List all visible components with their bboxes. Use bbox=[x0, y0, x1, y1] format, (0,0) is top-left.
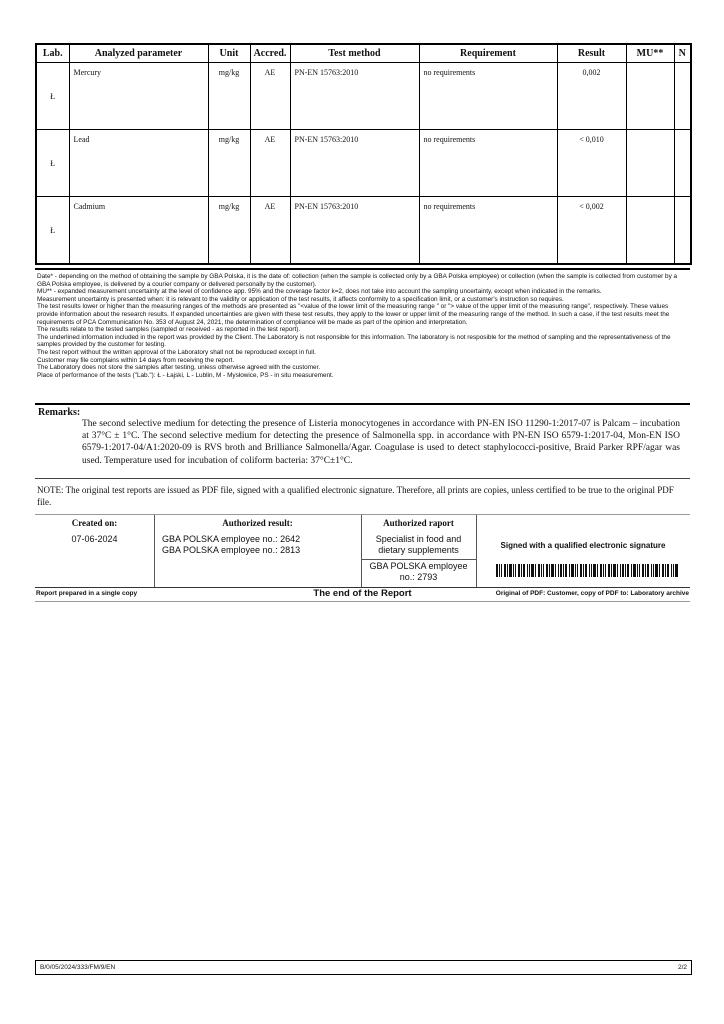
header-lab: Lab. bbox=[36, 44, 69, 63]
signature-block bbox=[35, 514, 690, 588]
notes-bottom-divider bbox=[35, 403, 690, 405]
barcode-icon bbox=[496, 564, 678, 577]
cell-requirement: no requirements bbox=[419, 63, 557, 130]
table-row bbox=[36, 197, 691, 265]
page-footer bbox=[35, 960, 692, 975]
cell-unit: mg/kg bbox=[208, 63, 250, 130]
note-ranges: The test results lower or higher than the measuring ranges of the methods are presented as "<value of the lower limit of the measuring range " or "> value of the upper limit of the measuring range", respectively. These values provide information about the research results. If expanded uncertainties are given with these test results, they apply to the lower or upper limit of the measuring range of the method. In such a case, if the test results meet the requirements of PCA Communication No. 353 of August 24, 2021, the determination of compliance will be made as part of the opinion and interpretation. bbox=[37, 303, 670, 326]
cell-mu bbox=[626, 130, 674, 197]
cell-unit: mg/kg bbox=[208, 197, 250, 265]
signed-text: Signed with a qualified electronic signature bbox=[500, 541, 666, 550]
pdf-original-text: Original of PDF: Customer, copy of PDF to: Laboratory archive bbox=[495, 590, 689, 597]
cell-accred: AE bbox=[250, 197, 290, 265]
cell-method: PN-EN 15763:2010 bbox=[290, 197, 419, 265]
table-row bbox=[36, 63, 691, 130]
header-n: N bbox=[674, 44, 691, 63]
created-label: Created on: bbox=[71, 518, 118, 528]
pdf-note: NOTE: The original test reports are issued as PDF file, signed with a qualified electronic signature. Therefore, all prints are copies, unless certified to be true to the original PDF file. bbox=[37, 485, 674, 507]
cell-result: < 0,002 bbox=[557, 197, 626, 265]
table-header-row bbox=[36, 44, 691, 63]
note-underlined: The underlined information included in the report was provided by the Client. The Laboratory is not responsible for this information. The laboratory is not resposible for the method of sampling and the representativeness of the samples provided by the customer for testing. bbox=[37, 333, 671, 349]
cell-result: < 0,010 bbox=[557, 130, 626, 197]
header-accred: Accred. bbox=[250, 44, 290, 63]
table-row bbox=[36, 130, 691, 197]
notes-block bbox=[37, 273, 687, 379]
cell-lab: Ł bbox=[36, 197, 69, 265]
authorized-result-label: Authorized result: bbox=[222, 518, 293, 528]
cell-method: PN-EN 15763:2010 bbox=[290, 63, 419, 130]
note-uncertainty: Measurement uncertainty is presented when: it is relevant to the validity or application of the test results, it affects conformity to a specification limit, or a customer's instruction so requires. bbox=[37, 295, 564, 303]
cell-parameter: Cadmium bbox=[69, 197, 208, 265]
cell-requirement: no requirements bbox=[419, 197, 557, 265]
results-table bbox=[35, 43, 692, 265]
cell-lab: Ł bbox=[36, 130, 69, 197]
remarks-text: The second selective medium for detecting the presence of Listeria monocytogenes in accordance with PN-EN ISO 11290-1:2017-07 is Palcam – incubation at 37°C ± 1°C. The second selective medium for detecting the presence of Salmonella spp. in accordance with PN-EN ISO 6579-1:2017-04, Mon-EN ISO 6579-1:2017-04/A1:2020-09 is RVS broth and Brilliance Salmonella/Agar. Coagulase is used to detect staphylococci-positive, Braid Parker RPF/agar was used. Temperature used for incubation of coliform bacteria: 37°C±1°C. bbox=[82, 419, 680, 466]
divider bbox=[361, 559, 476, 560]
header-method: Test method bbox=[290, 44, 419, 63]
raport-employee: GBA POLSKA employee no.: 2793 bbox=[369, 561, 468, 582]
end-of-report-text: The end of the Report bbox=[313, 588, 412, 599]
created-date: 07-06-2024 bbox=[71, 534, 118, 544]
cell-n bbox=[674, 130, 691, 197]
note-reproduction: The test report without the written approval of the Laboratory shall not be reproduced except in full. bbox=[37, 348, 316, 356]
header-mu: MU** bbox=[626, 44, 674, 63]
cell-parameter: Mercury bbox=[69, 63, 208, 130]
cell-n bbox=[674, 63, 691, 130]
authorized-raport-label: Authorized raport bbox=[383, 518, 454, 528]
authorized-result-employee-1: GBA POLSKA employee no.: 2642 bbox=[162, 534, 301, 544]
page-number: 2/2 bbox=[677, 964, 687, 971]
cell-accred: AE bbox=[250, 63, 290, 130]
note-storage: The Laboratory does not store the samples after testing, unless otherwise agreed with the customer. bbox=[37, 364, 321, 372]
document-id: B/0/05/2024/333/FM/9/EN bbox=[40, 964, 116, 971]
note-mu: MU** - expanded measurement uncertainty at the level of confidence app. 95% and the coverage factor k=2, does not take into account the sampling uncertainty, except when indicated in the remarks. bbox=[37, 288, 602, 296]
cell-method: PN-EN 15763:2010 bbox=[290, 130, 419, 197]
notes-top-divider bbox=[35, 268, 690, 270]
header-result: Result bbox=[557, 44, 626, 63]
cell-mu bbox=[626, 63, 674, 130]
cell-accred: AE bbox=[250, 130, 290, 197]
cell-parameter: Lead bbox=[69, 130, 208, 197]
cell-n bbox=[674, 197, 691, 265]
remarks-title: Remarks: bbox=[38, 407, 81, 418]
header-unit: Unit bbox=[208, 44, 250, 63]
note-date: Date* - depending on the method of obtaining the sample by GBA Polska, it is the date of: collection (when the sample is collected only by a GBA Polska employee) or collection (when the sample is collected from customer by a GBA Polska employee, is delivered by a courier company or delivered personally by the customer). bbox=[37, 273, 678, 288]
remarks-divider bbox=[35, 478, 690, 479]
cell-unit: mg/kg bbox=[208, 130, 250, 197]
note-complaints: Customer may file complains within 14 days from receiving the report. bbox=[37, 356, 235, 364]
cell-result: 0,002 bbox=[557, 63, 626, 130]
header-parameter: Analyzed parameter bbox=[69, 44, 208, 63]
single-copy-text: Report prepared in a single copy bbox=[36, 590, 138, 597]
cell-requirement: no requirements bbox=[419, 130, 557, 197]
raport-role: Specialist in food and dietary supplements bbox=[375, 534, 462, 555]
cell-mu bbox=[626, 197, 674, 265]
header-requirement: Requirement bbox=[419, 44, 557, 63]
note-results: The results relate to the tested samples (sampled or received - as reported in the test report). bbox=[37, 326, 301, 334]
note-place: Place of performance of the tests ("Lab."): Ł - Łajski, L - Lublin, M - Mysłowice, PS - in situ measurement. bbox=[37, 371, 334, 379]
cell-lab: Ł bbox=[36, 63, 69, 130]
report-footer-row bbox=[35, 587, 690, 602]
authorized-result-employee-2: GBA POLSKA employee no.: 2813 bbox=[162, 545, 301, 555]
